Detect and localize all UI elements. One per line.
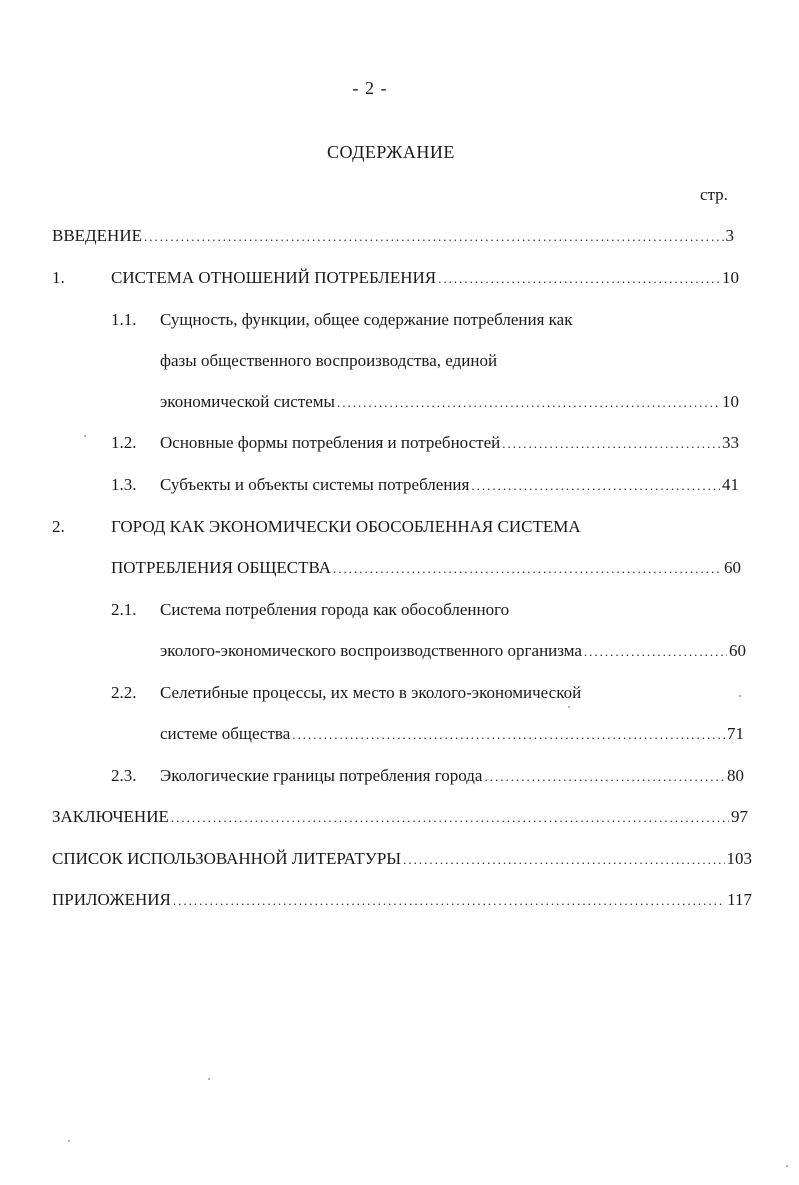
toc-entry-page: 60 — [729, 641, 746, 660]
scan-speck — [68, 1140, 70, 1142]
scan-speck — [739, 695, 741, 697]
toc-section-number: 1.2. — [111, 433, 137, 452]
dot-leader — [484, 766, 725, 788]
toc-section-number: 2.2. — [111, 683, 137, 702]
toc-entry-title: ВВЕДЕНИЕ — [52, 226, 142, 245]
scan-speck — [568, 706, 570, 708]
toc-entry-page: 10 — [722, 268, 739, 287]
toc-entry-bibliography — [52, 848, 752, 870]
toc-section-number: 1.3. — [111, 475, 137, 494]
toc-entry-title-line: Селетибные процессы, их место в эколого-экономической — [160, 683, 582, 702]
toc-entry-title: Основные формы потребления и потребностей — [160, 433, 501, 452]
toc-entry-section-2-3 — [160, 765, 744, 787]
page-column-label: стр. — [700, 185, 728, 204]
toc-entry-page: 97 — [731, 807, 748, 826]
toc-entry-section-2-2 — [160, 723, 744, 745]
toc-entry-title-line: Система потребления города как обособленного — [160, 600, 510, 619]
dot-leader — [292, 724, 725, 746]
toc-entry-title-line: Сущность, функции, общее содержание потребления как — [160, 310, 573, 329]
toc-entry-title-line: фазы общественного воспроизводства, единой — [160, 351, 498, 370]
toc-entry-page: 33 — [722, 433, 739, 452]
dot-leader — [333, 558, 722, 580]
dot-leader — [438, 268, 720, 290]
dot-leader — [171, 807, 729, 829]
toc-entry-title: Субъекты и объекты системы потребления — [160, 475, 470, 494]
scan-speck — [786, 1165, 788, 1167]
toc-entry-title: Экологические границы потребления города — [160, 766, 483, 785]
dot-leader — [502, 433, 720, 455]
toc-entry-chapter-1 — [111, 267, 739, 289]
toc-entry-title-line: ГОРОД КАК ЭКОНОМИЧЕСКИ ОБОСОБЛЕННАЯ СИСТЕМА — [111, 517, 581, 536]
toc-title: СОДЕРЖАНИЕ — [327, 142, 455, 162]
toc-entry-section-1-1 — [160, 391, 739, 413]
toc-entry-title: СПИСОК ИСПОЛЬЗОВАННОЙ ЛИТЕРАТУРЫ — [52, 849, 402, 868]
toc-entry-page: 10 — [722, 392, 739, 411]
toc-entry-page: 71 — [727, 724, 744, 743]
toc-entry-title: системе общества — [160, 724, 291, 743]
toc-section-number: 2.3. — [111, 766, 137, 785]
toc-entry-appendices — [52, 889, 752, 911]
toc-entry-title: экономической системы — [160, 392, 335, 411]
toc-entry-title: ПОТРЕБЛЕНИЯ ОБЩЕСТВА — [111, 558, 332, 577]
toc-section-number: 2.1. — [111, 600, 137, 619]
toc-entry-intro — [52, 225, 734, 247]
dot-leader — [471, 475, 720, 497]
dot-leader — [144, 226, 724, 248]
dot-leader — [173, 890, 725, 912]
toc-entry-section-1-2 — [160, 432, 739, 454]
toc-entry-title: ПРИЛОЖЕНИЯ — [52, 890, 171, 909]
dot-leader — [403, 849, 724, 871]
toc-entry-section-1-3 — [160, 474, 739, 496]
dot-leader — [337, 392, 720, 414]
toc-entry-chapter-2 — [111, 557, 741, 579]
toc-entry-conclusion — [52, 806, 748, 828]
toc-entry-page: 103 — [726, 849, 752, 868]
toc-entry-title: ЗАКЛЮЧЕНИЕ — [52, 807, 169, 826]
toc-entry-page: 41 — [722, 475, 739, 494]
page-number: - 2 - — [352, 78, 388, 98]
toc-entry-title: СИСТЕМА ОТНОШЕНИЙ ПОТРЕБЛЕНИЯ — [111, 268, 437, 287]
dot-leader — [584, 641, 727, 663]
toc-entry-page: 117 — [727, 890, 752, 909]
toc-chapter-number: 2. — [52, 517, 65, 536]
toc-entry-page: 80 — [727, 766, 744, 785]
scan-speck — [208, 1078, 210, 1080]
toc-entry-section-2-1 — [160, 640, 746, 662]
toc-entry-page: 60 — [724, 558, 741, 577]
toc-section-number: 1.1. — [111, 310, 137, 329]
toc-entry-page: 3 — [725, 226, 734, 245]
toc-chapter-number: 1. — [52, 268, 65, 287]
scan-speck — [84, 435, 86, 437]
toc-entry-title: эколого-экономического воспроизводственного организма — [160, 641, 582, 660]
